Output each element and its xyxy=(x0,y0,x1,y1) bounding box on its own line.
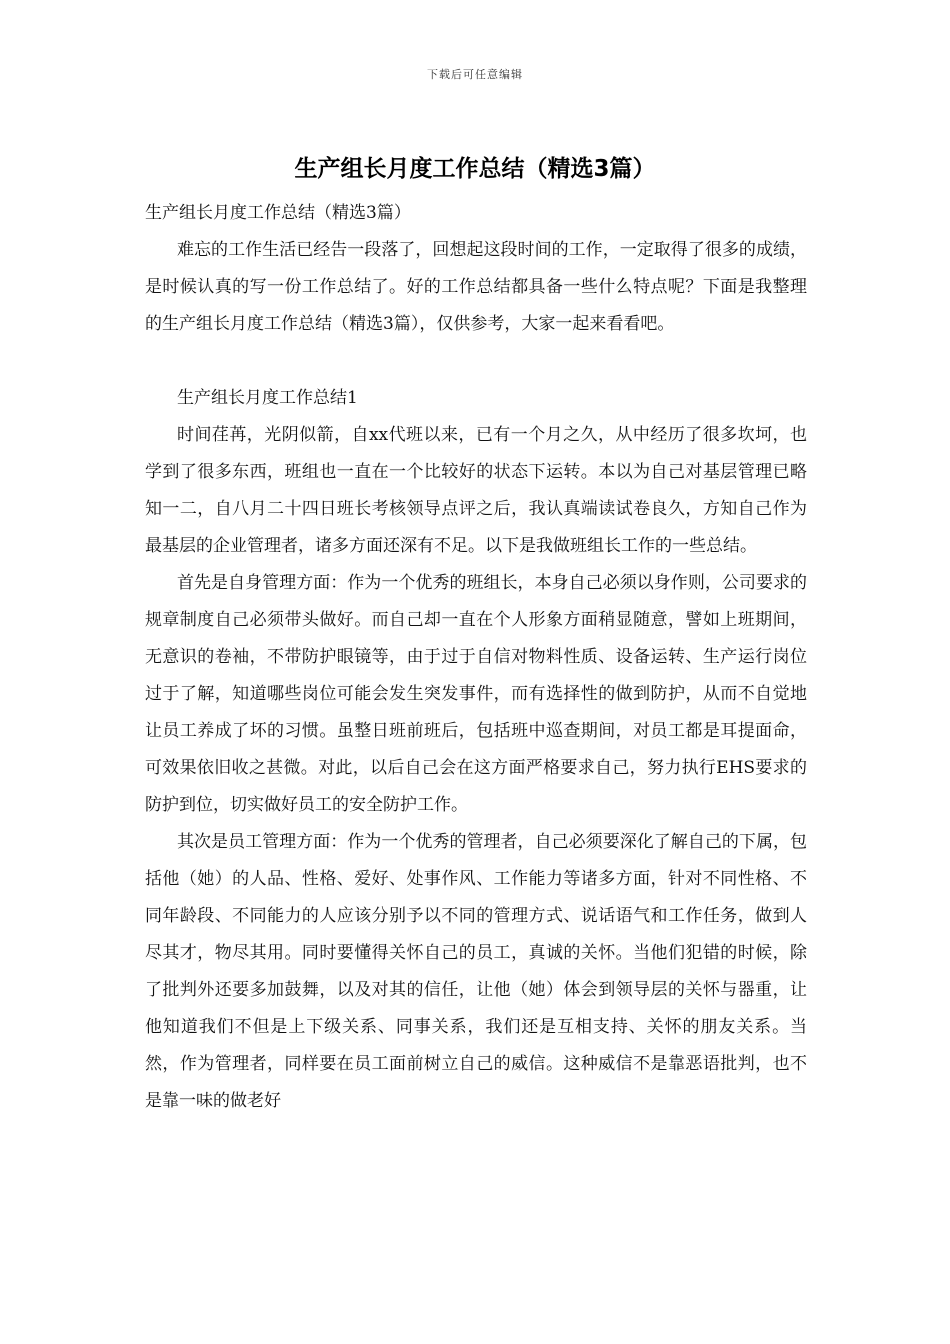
document-title: 生产组长月度工作总结（精选3篇） xyxy=(294,156,656,182)
header-note: 下载后可任意编辑 xyxy=(427,68,523,81)
document-body xyxy=(145,195,807,1120)
intro-paragraph: 难忘的工作生活已经告一段落了，回想起这段时间的工作，一定取得了很多的成绩，是时候认真的写一份工作总结了。好的工作总结都具备一些什么特点呢？下面是我整理的生产组长月度工作总结（精选3篇），仅供参考，大家一起来看看吧。 xyxy=(145,240,807,334)
document-subtitle: 生产组长月度工作总结（精选3篇） xyxy=(145,203,411,223)
body-paragraph: 首先是自身管理方面：作为一个优秀的班组长，本身自己必须以身作则，公司要求的规章制度自己必须带头做好。而自己却一直在个人形象方面稍显随意，譬如上班期间，无意识的卷袖，不带防护眼镜等，由于过于自信对物料性质、设备运转、生产运行岗位过于了解，知道哪些岗位可能会发生突发事件，而有选择性的做到防护，从而不自觉地让员工养成了坏的习惯。虽整日班前班后，包括班中巡查期间，对员工都是耳提面命，可效果依旧收之甚微。对此，以后自己会在这方面严格要求自己，努力执行EHS要求的防护到位，切实做好员工的安全防护工作。 xyxy=(145,573,807,815)
section-heading: 生产组长月度工作总结1 xyxy=(177,388,358,408)
body-paragraph: 其次是员工管理方面：作为一个优秀的管理者，自己必须要深化了解自己的下属，包括他（她）的人品、性格、爱好、处事作风、工作能力等诸多方面，针对不同性格、不同年龄段、不同能力的人应该分别予以不同的管理方式、说话语气和工作任务，做到人尽其才，物尽其用。同时要懂得关怀自己的员工，真诚的关怀。当他们犯错的时候，除了批判外还要多加鼓舞，以及对其的信任，让他（她）体会到领导层的关怀与器重，让他知道我们不但是上下级关系、同事关系，我们还是互相支持、关怀的朋友关系。当然，作为管理者，同样要在员工面前树立自己的威信。这种威信不是靠恶语批判，也不是靠一味的做老好 xyxy=(145,832,807,1111)
paragraph-spacer xyxy=(145,343,807,380)
body-paragraph: 时间荏苒，光阴似箭，自xx代班以来，已有一个月之久，从中经历了很多坎坷，也学到了很多东西，班组也一直在一个比较好的状态下运转。本以为自己对基层管理已略知一二，自八月二十四日班长考核领导点评之后，我认真端读试卷良久，方知自己作为最基层的企业管理者，诸多方面还深有不足。以下是我做班组长工作的一些总结。 xyxy=(145,425,807,556)
